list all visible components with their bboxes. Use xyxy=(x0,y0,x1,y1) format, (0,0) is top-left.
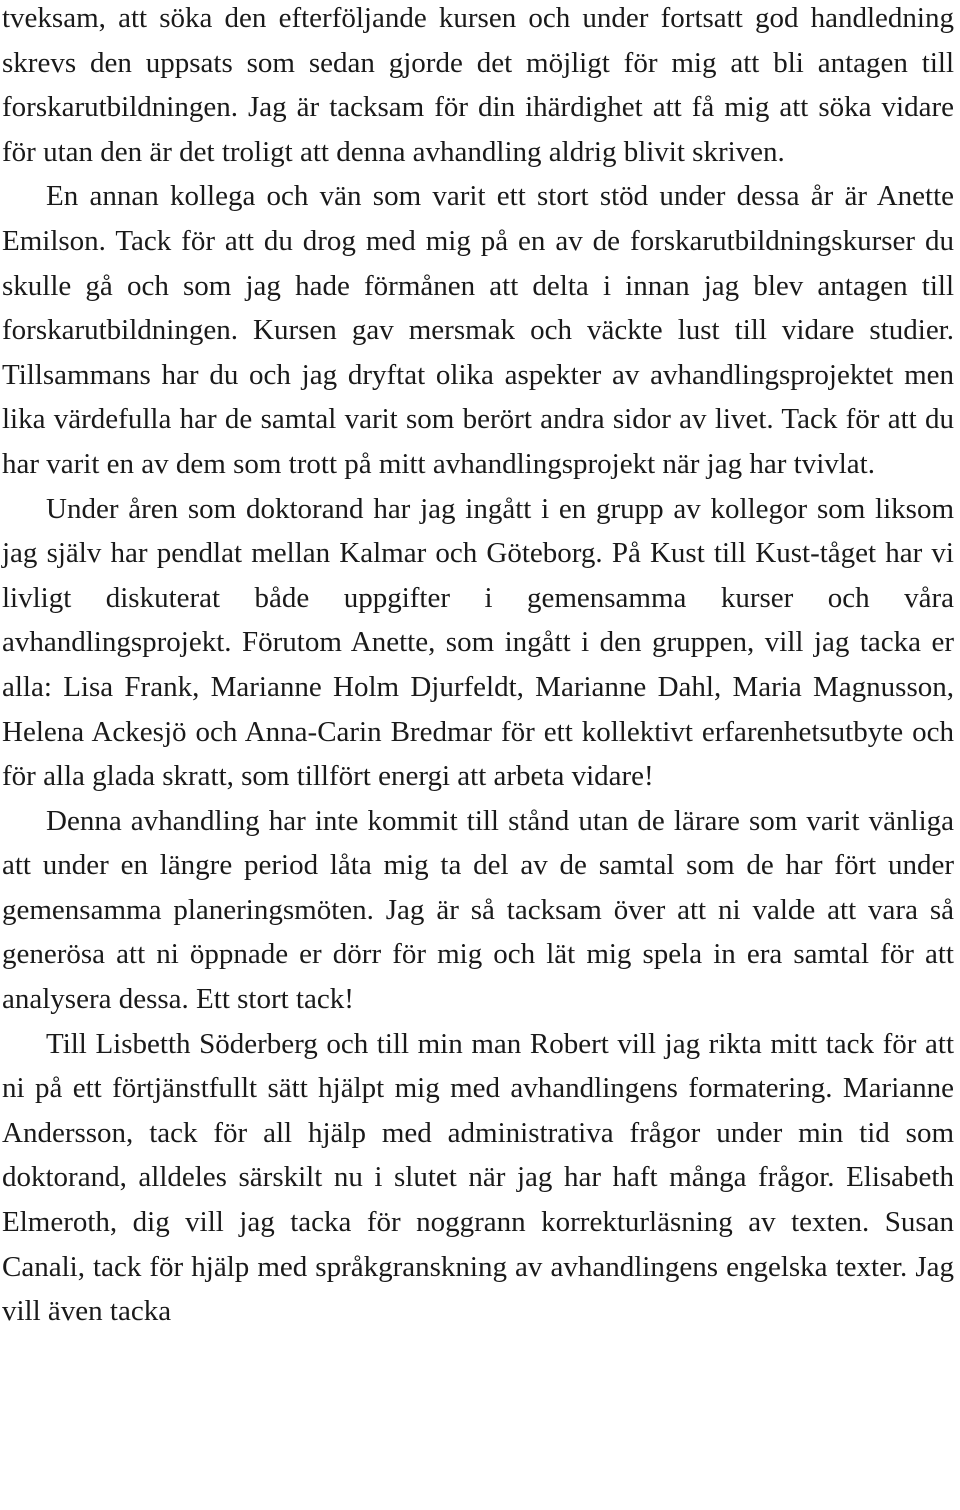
paragraph-teachers: Denna avhandling har inte kommit till stånd utan de lärare som varit vänliga att under en längre period låta mig ta del av de samtal som de har fört under gemensamma planeringsmöten. Jag är så tacksam över att ni valde att vara så generösa att ni öppnade er dörr för mig och lät mig spela in era samtal för att analysera dessa. Ett stort tack! xyxy=(2,804,954,1016)
paragraph-formatting-help: Till Lisbetth Söderberg och till min man Robert vill jag rikta mitt tack för att ni på ett förtjänstfullt sätt hjälpt mig med avhandlingens formatering. Marianne Andersson, tack för all hjälp med administrativa frågor under min tid som doktorand, alldeles särskilt nu i slutet när jag har haft många frågor. Elisabeth Elmeroth, dig vill jag tacka för noggrann korrekturläsning av texten. Susan Canali, tack för hjälp med språkgranskning av avhandlingens engelska texter. Jag vill även tacka xyxy=(2,1027,954,1328)
paragraph-colleague-group: Under åren som doktorand har jag ingått i en grupp av kollegor som liksom jag själv har pendlat mellan Kalmar och Göteborg. På Kust till Kust-tåget har vi livligt diskuterat både uppgifter i gemensamma kurser och våra avhandlingsprojekt. Förutom Anette, som ingått i den gruppen, vill jag tacka er alla: Lisa Frank, Marianne Holm Djurfeldt, Marianne Dahl, Maria Magnusson, Helena Ackesjö och Anna-Carin Bredmar för ett kollektivt erfarenhetsutbyte och för alla glada skratt, som tillfört energi att arbeta vidare! xyxy=(2,492,954,793)
paragraph-anette-emilson: En annan kollega och vän som varit ett stort stöd under dessa år är Anette Emilson. Tack för att du drog med mig på en av de forskarutbildningskurser du skulle gå och som jag hade förmånen att delta i innan jag blev antagen till forskarutbildningen. Kursen gav mersmak och väckte lust till vidare studier. Tillsammans har du och jag dryftat olika aspekter av avhandlingsprojektet men lika värdefulla har de samtal varit som berört andra sidor av livet. Tack för att du har varit en av dem som trott på mitt avhandlingsprojekt när jag har tvivlat. xyxy=(2,180,954,480)
paragraph-continuation: tveksam, att söka den efterföljande kursen och under fortsatt god handledning skrevs den uppsats som sedan gjorde det möjligt för mig att bli antagen till forskarutbildningen. Jag är tacksam för din ihärdighet att få mig att söka vidare för utan den är det troligt att denna avhandling aldrig blivit skriven. xyxy=(2,2,954,168)
